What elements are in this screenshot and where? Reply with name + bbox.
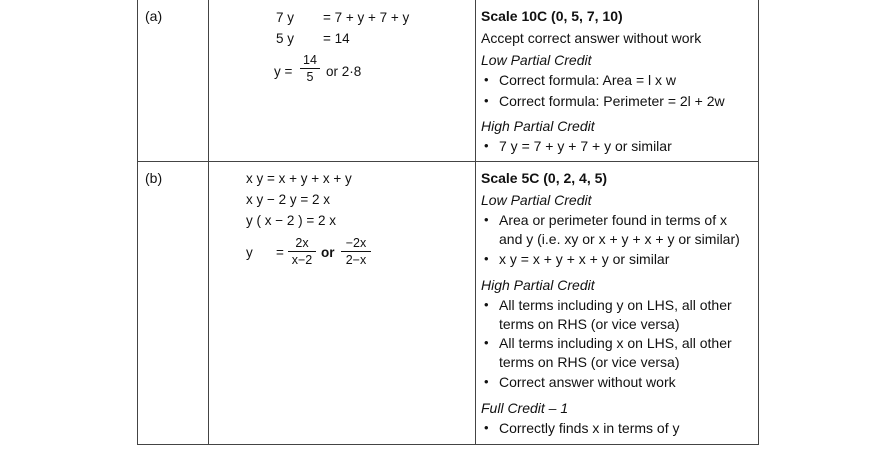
part-b-high-item-2-cont: terms on RHS (or vice versa) (499, 354, 680, 370)
bullet: • (484, 374, 489, 389)
bullet: • (484, 251, 489, 266)
part-a-scale: Scale 10C (0, 5, 7, 10) (481, 8, 623, 24)
part-b-fraction-2-denominator: 2−x (345, 253, 367, 267)
fraction-bar (288, 251, 316, 252)
part-a-label: (a) (145, 8, 163, 24)
bullet: • (484, 72, 489, 87)
bullet: • (484, 297, 489, 312)
part-b-work-line1: x y = x + y + x + y (246, 171, 352, 186)
column-divider-2 (475, 0, 476, 444)
bullet: • (484, 138, 489, 153)
part-b-low-item-1-cont: and y (i.e. xy or x + y + x + y or similar) (499, 231, 740, 247)
row-divider (138, 161, 758, 162)
fraction-bar (341, 251, 371, 252)
bullet: • (484, 212, 489, 227)
part-a-low-heading: Low Partial Credit (481, 52, 592, 68)
part-b-or: or (321, 245, 335, 260)
part-b-high-item-1-cont: terms on RHS (or vice versa) (499, 316, 680, 332)
bullet: • (484, 93, 489, 108)
part-b-fraction-2 (341, 236, 371, 267)
part-a-work-line1-rhs: = 7 + y + 7 + y (323, 10, 410, 25)
bullet: • (484, 335, 489, 350)
part-b-high-item-3: Correct answer without work (499, 374, 676, 390)
part-b-label: (b) (145, 170, 163, 186)
part-b-work-line3: y ( x − 2 ) = 2 x (246, 213, 337, 228)
part-b-low-item-2: x y = x + y + x + y or similar (499, 251, 670, 267)
part-b-full-item-1: Correctly finds x in terms of y (499, 420, 680, 436)
part-a-low-item-1: Correct formula: Area = l x w (499, 72, 677, 88)
part-b-full-heading: Full Credit – 1 (481, 400, 569, 416)
part-a-work-line3-lhs: y = (274, 64, 293, 79)
part-b-fraction-1-numerator: 2x (295, 236, 309, 250)
part-b-fraction-1 (288, 236, 316, 267)
part-a-accept: Accept correct answer without work (481, 30, 702, 46)
part-a-high-item-1: 7 y = 7 + y + 7 + y or similar (499, 138, 672, 154)
part-a-work-line1-lhs: 7 y (276, 10, 295, 25)
part-b-work-line2: x y − 2 y = 2 x (246, 192, 331, 207)
part-a-fraction (300, 53, 320, 84)
part-b-high-item-2: All terms including x on LHS, all other (499, 335, 732, 351)
fraction-bar (300, 68, 320, 69)
column-divider-1 (208, 0, 209, 444)
part-b-fraction-2-numerator: −2x (345, 236, 367, 250)
part-a-low-item-2: Correct formula: Perimeter = 2l + 2w (499, 93, 725, 109)
part-b-low-heading: Low Partial Credit (481, 192, 592, 208)
part-a-work-line2-rhs: = 14 (323, 31, 350, 46)
bullet: • (484, 420, 489, 435)
part-b-high-item-1: All terms including y on LHS, all other (499, 297, 732, 313)
part-b-low-item-1: Area or perimeter found in terms of x (499, 212, 727, 228)
part-b-work-line4-lhs: y (246, 245, 253, 260)
part-a-fraction-denominator: 5 (306, 70, 314, 84)
part-b-work-line4-eq: = (276, 245, 284, 260)
part-b-high-heading: High Partial Credit (481, 277, 595, 293)
part-b-fraction-1-denominator: x−2 (291, 253, 313, 267)
part-a-work-line2-lhs: 5 y (276, 31, 295, 46)
part-a-work-line3-rhs: or 2·8 (326, 64, 362, 79)
part-a-fraction-numerator: 14 (303, 53, 317, 67)
part-a-high-heading: High Partial Credit (481, 118, 595, 134)
part-b-scale: Scale 5C (0, 2, 4, 5) (481, 170, 608, 186)
